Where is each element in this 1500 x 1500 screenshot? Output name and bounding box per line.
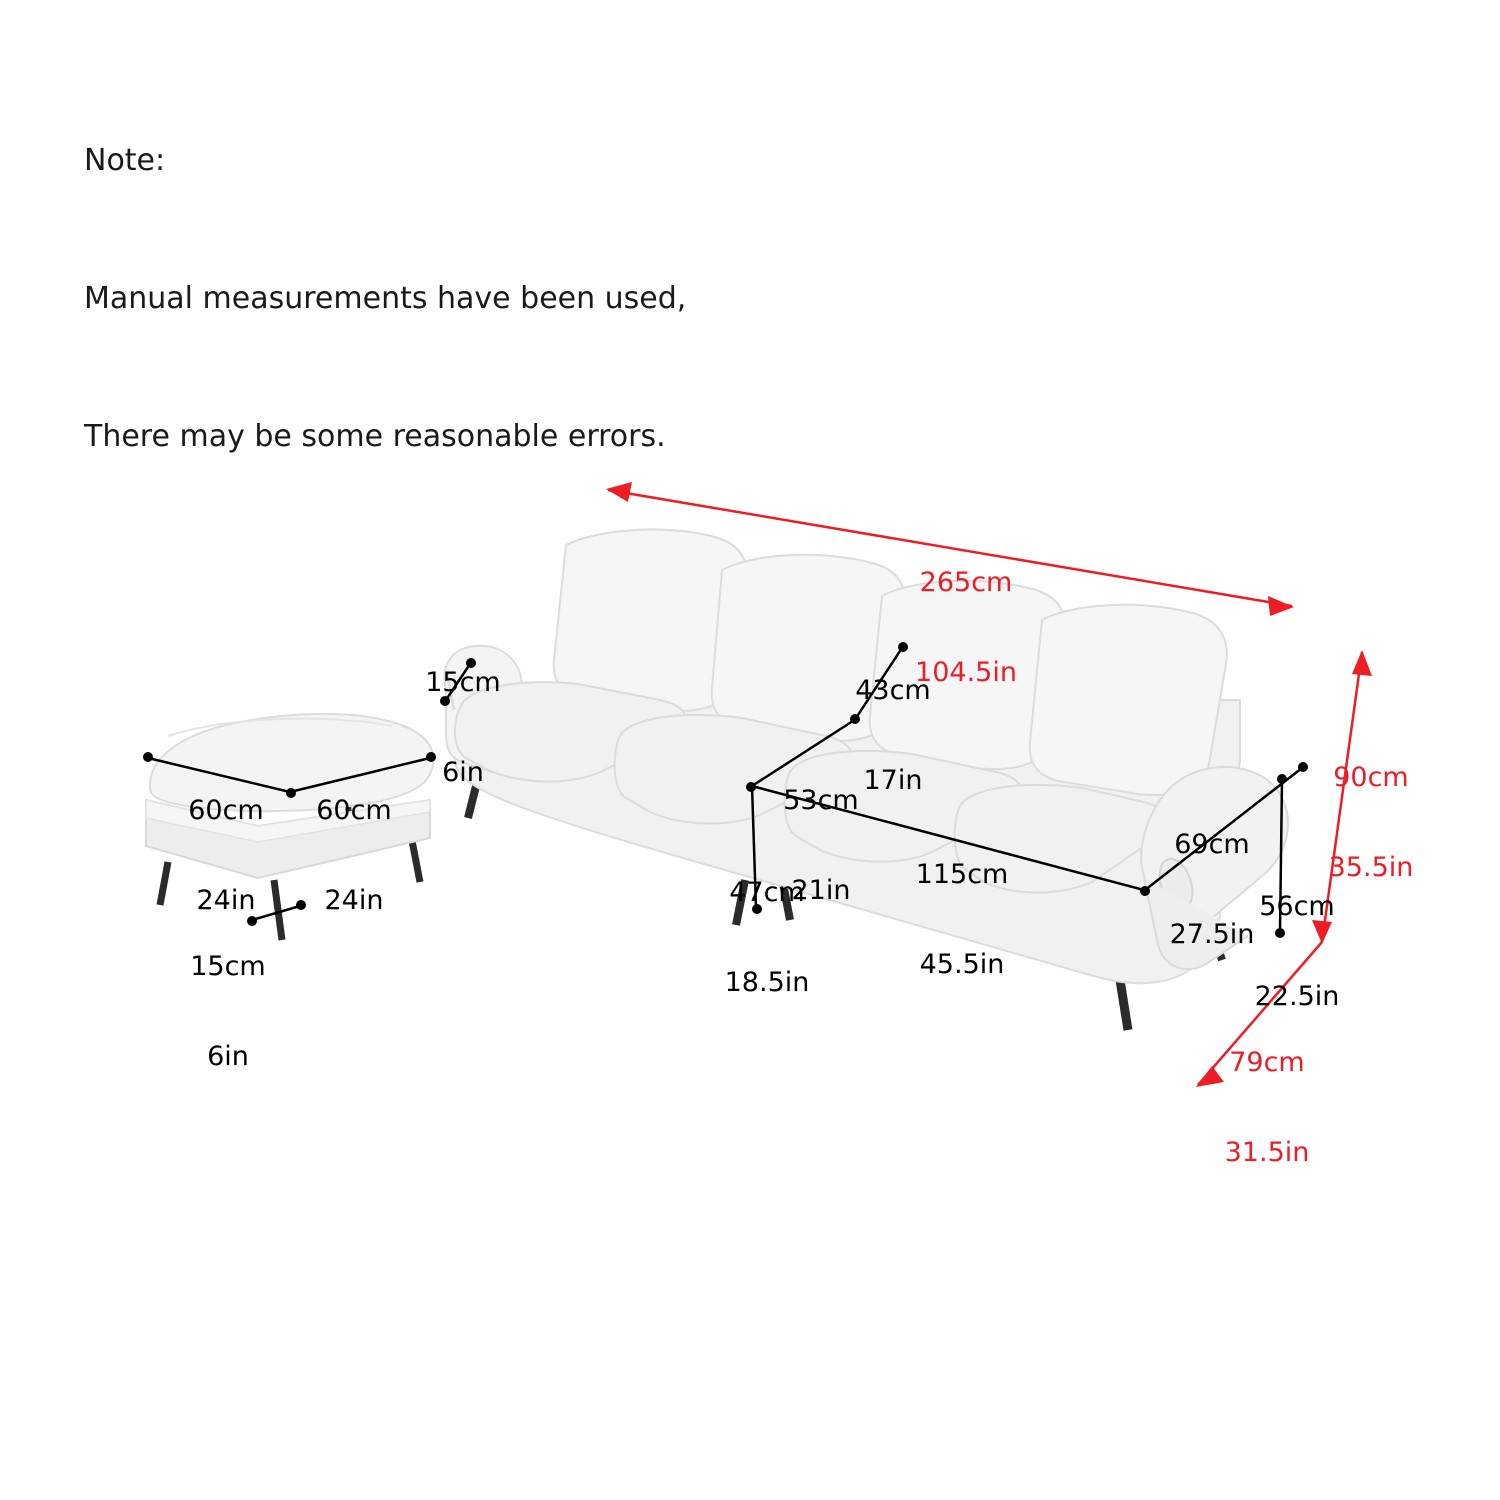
dim-dot-armw-1 <box>1298 762 1308 772</box>
dim-label-sofa-depth: 79cm 31.5in <box>1224 1047 1310 1168</box>
dim-label-arm-width: 69cm 27.5in <box>1169 829 1255 950</box>
ottoman-dim-dot-5 <box>296 900 306 910</box>
dim-label-back-cushion: 43cm 17in <box>855 675 931 796</box>
dim-label-arm-height: 15cm 6in <box>425 667 501 788</box>
dim-label-seat-depth: 47cm 18.5in <box>724 877 810 998</box>
ottoman-leg-front-left <box>160 862 168 905</box>
note-line-2: There may be some reasonable errors. <box>84 419 666 454</box>
dim-label-ottoman-depth: 60cm 24in <box>316 795 392 916</box>
sofa-leg-front-right <box>1120 980 1128 1030</box>
dim-arrow-width-left <box>606 482 632 502</box>
dim-dot-sbh-1 <box>1277 774 1287 784</box>
dim-label-sofa-height: 90cm 35.5in <box>1328 762 1414 883</box>
dim-label-seat-back-height: 56cm 22.5in <box>1254 891 1340 1012</box>
dim-label-sofa-width: 265cm 104.5in <box>915 567 1017 688</box>
sofa-back-cushion-4 <box>1030 605 1227 795</box>
dim-label-seat-height: 53cm 21in <box>783 785 859 906</box>
dim-label-seat-width: 115cm 45.5in <box>915 859 1009 980</box>
dim-arrow-height-top <box>1352 650 1372 676</box>
ottoman-dim-dot-1 <box>143 752 153 762</box>
note-line-1: Manual measurements have been used, <box>84 281 687 316</box>
dim-label-ottoman-width: 60cm 24in <box>188 795 264 916</box>
dim-arrow-width-right <box>1268 596 1294 616</box>
dim-label-ottoman-leg: 15cm 6in <box>190 951 266 1072</box>
note-title: Note: <box>84 143 166 178</box>
